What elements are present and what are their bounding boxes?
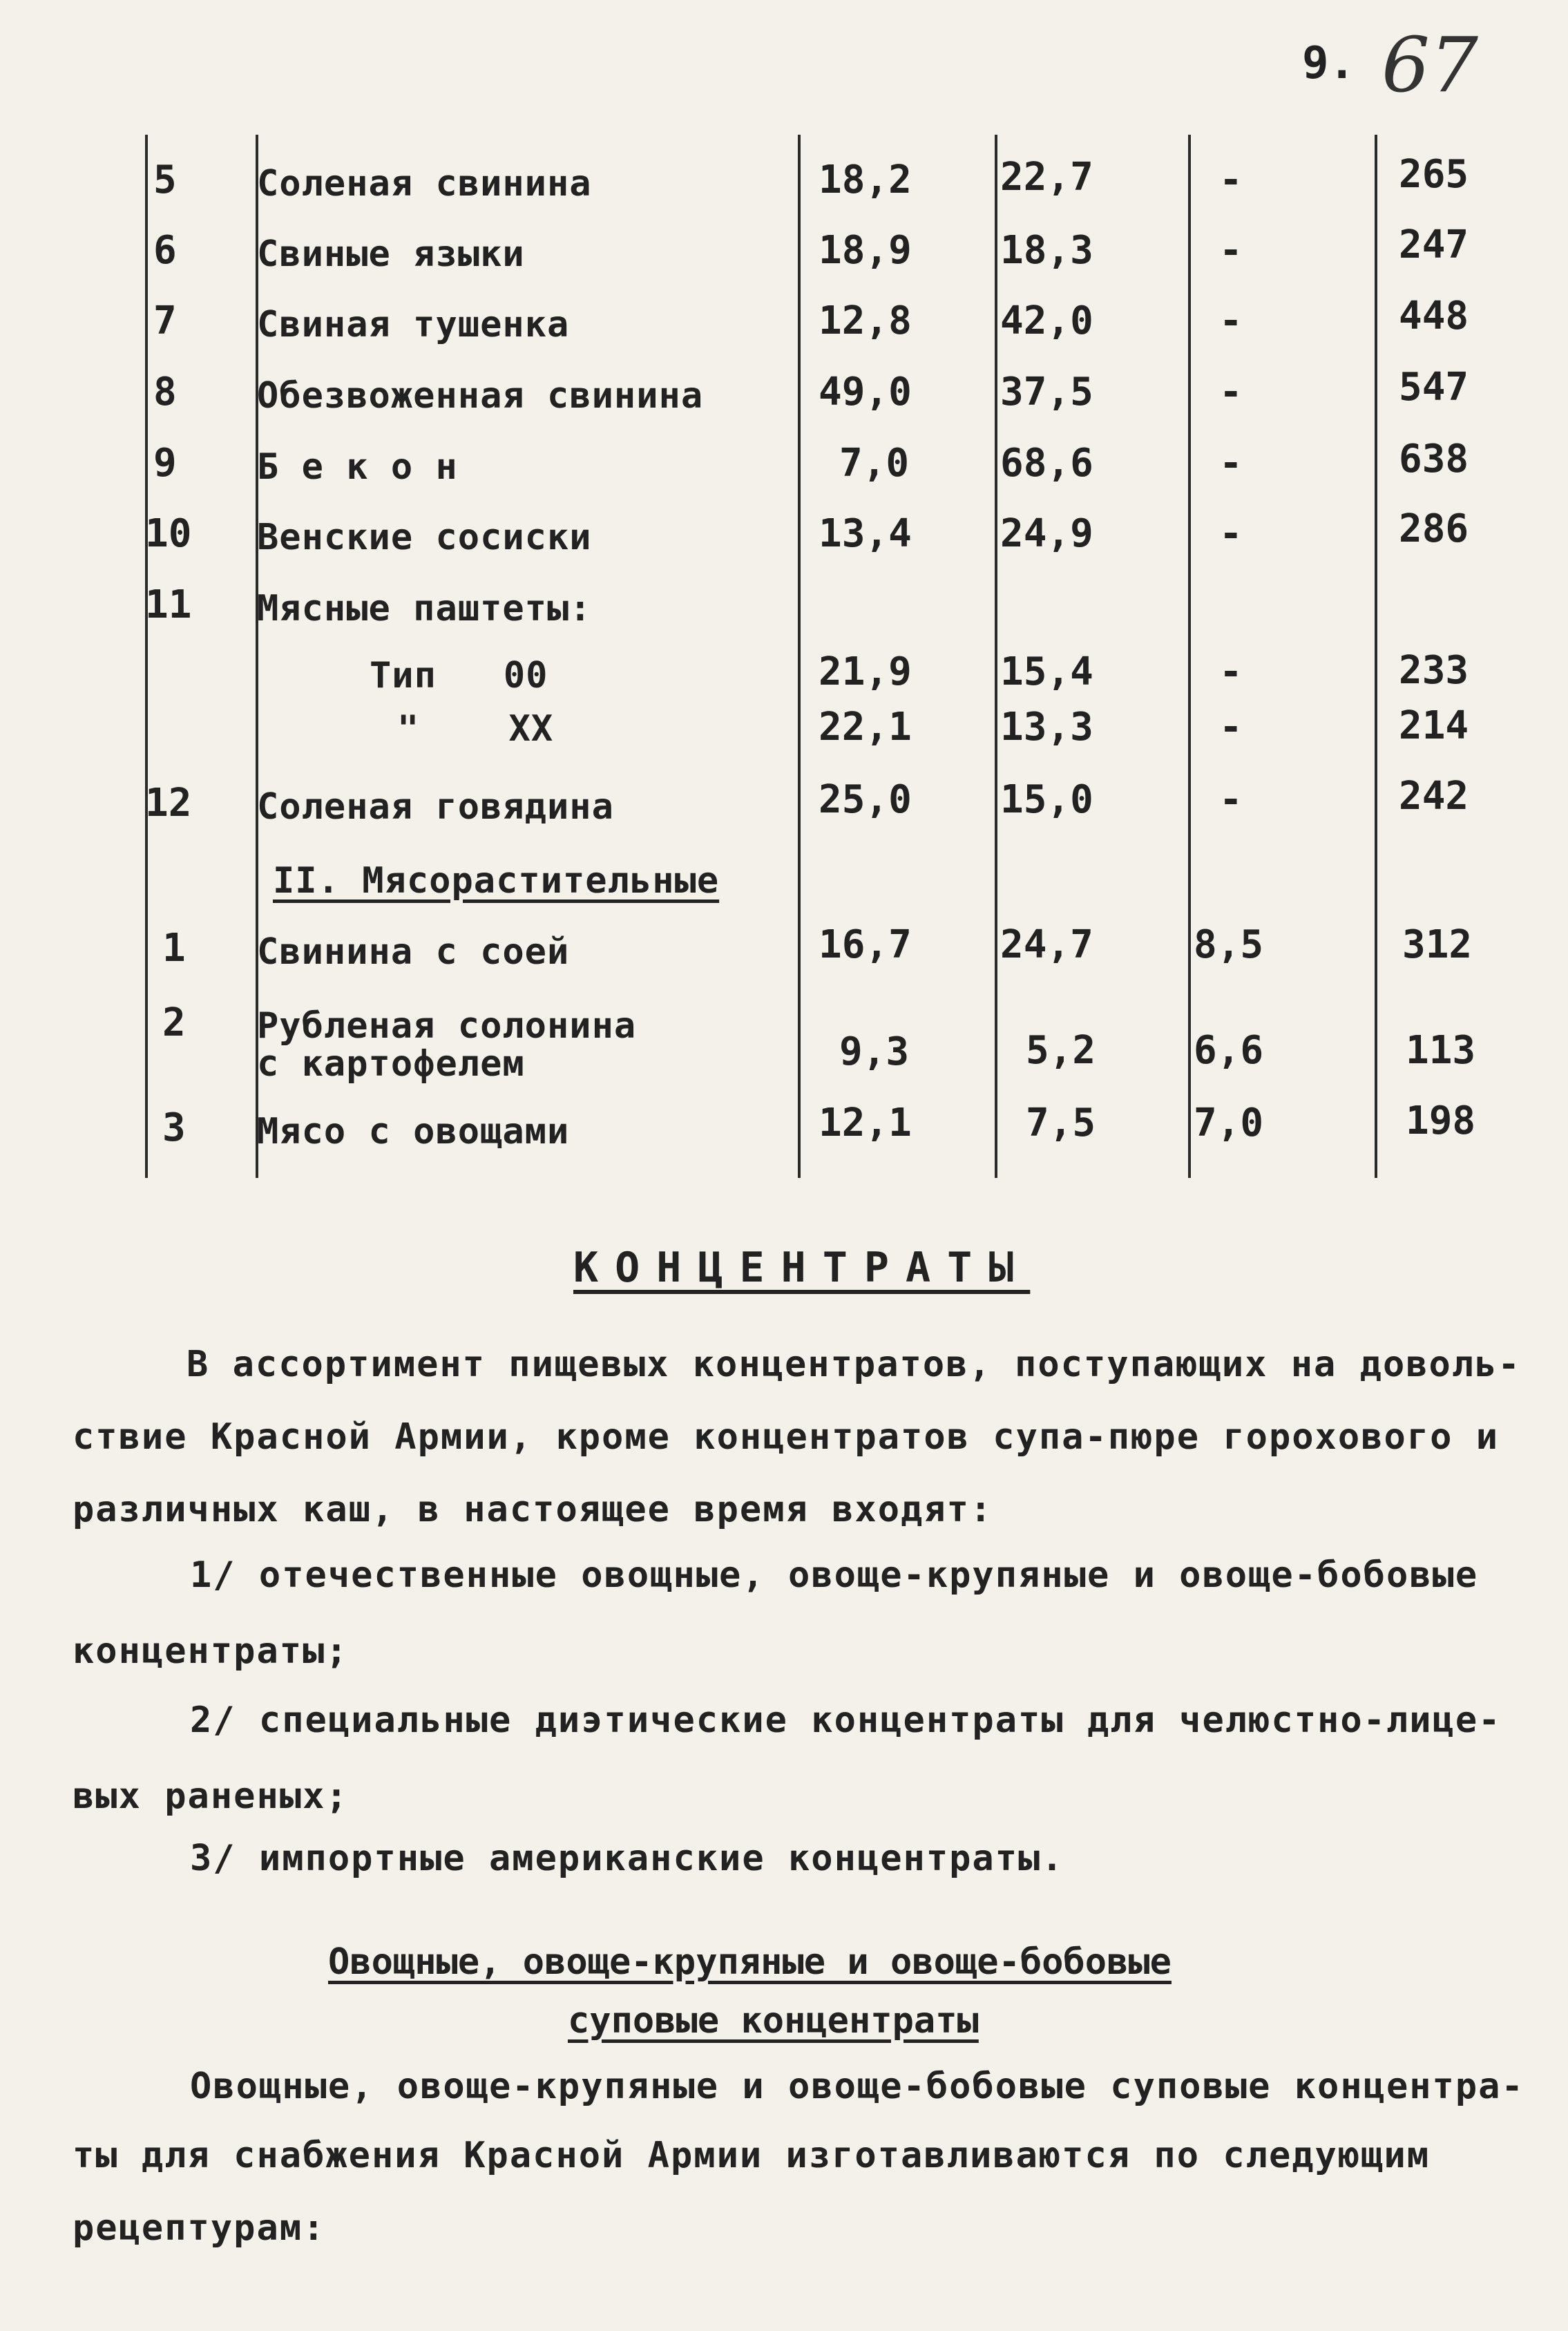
row-name: Мясные паштеты: <box>257 588 592 629</box>
row-value: 448 <box>1399 294 1469 339</box>
row-value: - <box>1219 649 1243 694</box>
row-value: 312 <box>1402 922 1473 967</box>
row-number: 9 <box>153 441 177 486</box>
row-value: 49,0 <box>819 370 912 415</box>
row-value: 113 <box>1406 1028 1476 1073</box>
row-value: 24,9 <box>1000 511 1093 556</box>
row-name: Соленая свинина <box>257 163 592 204</box>
table-subsection: II. Мясорастительные <box>273 860 720 902</box>
subsection-heading: суповые концентраты <box>568 2000 979 2042</box>
row-number: 3 <box>162 1105 186 1150</box>
row-value: - <box>1219 298 1243 343</box>
paragraph-line: ты для снабжения Красной Армии изготавливаются по следующим <box>73 2135 1431 2176</box>
row-name: Рубленая солонина <box>257 1005 637 1047</box>
row-value: 18,2 <box>819 158 912 202</box>
row-value: 247 <box>1399 222 1469 267</box>
row-name: Мясо с овощами <box>257 1111 570 1152</box>
row-value: 7,0 <box>839 441 910 486</box>
row-name: Свинина с соей <box>257 931 570 973</box>
row-name: Тип 00 <box>370 655 548 696</box>
list-item: концентраты; <box>73 1630 349 1672</box>
row-value: 16,7 <box>819 922 912 967</box>
row-value: 265 <box>1399 152 1469 197</box>
row-value: 242 <box>1399 774 1469 819</box>
row-value: 9,3 <box>839 1029 910 1074</box>
row-value: 42,0 <box>1000 298 1093 343</box>
row-value: 12,8 <box>819 298 912 343</box>
row-value: 7,0 <box>1194 1101 1264 1145</box>
row-value: 25,0 <box>819 777 912 822</box>
table-rule <box>1188 135 1191 1178</box>
row-value: - <box>1219 511 1243 556</box>
row-value: 22,1 <box>819 705 912 750</box>
row-value: - <box>1219 158 1243 202</box>
row-value: 13,4 <box>819 511 912 556</box>
table-rule <box>145 135 148 1178</box>
row-value: 13,3 <box>1000 705 1093 750</box>
row-name: Соленая говядина <box>257 786 614 828</box>
row-number: 10 <box>145 511 192 556</box>
row-value: - <box>1219 441 1243 486</box>
list-item: вых раненых; <box>73 1776 349 1817</box>
paragraph-line: ствие Красной Армии, кроме концентратов супа-пюре горохового и <box>73 1416 1500 1458</box>
row-number: 11 <box>145 582 192 627</box>
row-name: Б е к о н <box>257 446 458 488</box>
row-number: 5 <box>153 158 177 202</box>
page-number: 9. <box>1302 38 1356 89</box>
row-value: 12,1 <box>819 1101 912 1145</box>
row-value: 15,0 <box>1000 777 1093 822</box>
row-value: 15,4 <box>1000 649 1093 694</box>
list-item: 1/ отечественные овощные, овоще-крупяные и овоще-бобовые <box>190 1554 1479 1596</box>
row-value: 198 <box>1406 1098 1476 1143</box>
row-number: 8 <box>153 370 177 415</box>
row-value: - <box>1219 228 1243 273</box>
handwritten-page-number: 67 <box>1381 21 1478 109</box>
paragraph-line: различных каш, в настоящее время входят: <box>73 1489 993 1530</box>
row-name: Венские сосиски <box>257 517 592 558</box>
list-item: 2/ специальные диэтические концентраты для челюстно-лице- <box>190 1700 1502 1741</box>
row-value: 233 <box>1399 648 1469 693</box>
row-value: - <box>1219 705 1243 750</box>
row-number: 2 <box>162 1000 186 1045</box>
row-value: 37,5 <box>1000 370 1093 415</box>
table-rule <box>798 135 801 1178</box>
row-value: 547 <box>1399 365 1469 410</box>
row-value: 5,2 <box>1026 1028 1096 1073</box>
list-item: 3/ импортные американские концентраты. <box>190 1838 1064 1879</box>
row-value: 24,7 <box>1000 922 1093 967</box>
row-value: 638 <box>1399 437 1469 482</box>
row-value: 68,6 <box>1000 441 1093 486</box>
row-value: 7,5 <box>1026 1101 1096 1145</box>
row-value: 18,9 <box>819 228 912 273</box>
row-name-continuation: с картофелем <box>257 1043 525 1085</box>
row-number: 12 <box>145 781 192 826</box>
section-heading: КОНЦЕНТРАТЫ <box>573 1244 1031 1292</box>
row-value: - <box>1219 370 1243 415</box>
row-number: 1 <box>162 926 186 971</box>
subsection-heading: Овощные, овоще-крупяные и овоще-бобовые <box>328 1941 1172 1983</box>
row-value: 21,9 <box>819 649 912 694</box>
paragraph-line: В ассортимент пищевых концентратов, поступающих на доволь- <box>187 1344 1521 1385</box>
row-name: Свиные языки <box>257 234 525 275</box>
row-value: 22,7 <box>1000 155 1093 200</box>
row-number: 6 <box>153 228 177 273</box>
table-rule <box>995 135 997 1178</box>
row-name: Обезвоженная свинина <box>257 375 704 417</box>
row-name: Свиная тушенка <box>257 304 570 345</box>
row-name: " XX <box>397 708 554 750</box>
row-value: 214 <box>1399 703 1469 748</box>
row-value: - <box>1219 777 1243 822</box>
table-rule <box>1375 135 1377 1178</box>
paragraph-line: Овощные, овоще-крупяные и овоще-бобовые суповые концентра- <box>190 2066 1524 2107</box>
row-number: 7 <box>153 298 177 343</box>
row-value: 6,6 <box>1194 1028 1264 1073</box>
row-value: 286 <box>1399 506 1469 551</box>
row-value: 18,3 <box>1000 228 1093 273</box>
row-value: 8,5 <box>1194 922 1264 967</box>
paragraph-line: рецептурам: <box>73 2207 326 2249</box>
